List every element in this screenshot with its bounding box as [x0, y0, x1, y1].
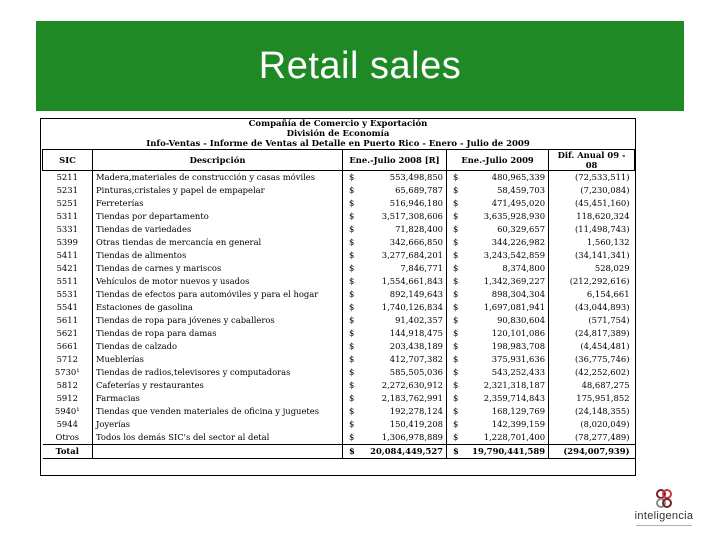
difference-cell: (571,754) — [549, 314, 635, 327]
sales-2008-cell: 516,946,180 — [389, 198, 444, 208]
currency-cell: $ — [343, 184, 357, 197]
sales-2008-cell: 553,498,850 — [357, 171, 447, 185]
sic-cell: 5251 — [56, 198, 78, 208]
currency-cell: $ — [447, 288, 461, 301]
currency-cell: $ — [447, 418, 461, 431]
report-header-company: Compañía de Comercio y Exportación — [248, 119, 428, 129]
currency-cell: $ — [343, 366, 357, 379]
col-header-descripcion: Descripción — [93, 150, 343, 171]
currency-cell: $ — [343, 418, 357, 431]
sales-2009-cell: 1,697,081,941 — [483, 302, 546, 312]
description-cell: Tiendas por departamento — [93, 210, 343, 223]
description-cell: Todos los demás SIC's del sector al detal — [93, 431, 343, 445]
sales-2009-cell: 198,983,708 — [491, 341, 546, 351]
sales-2009-cell: 471,495,020 — [491, 198, 546, 208]
currency-cell: $ — [447, 314, 461, 327]
report-sheet — [40, 118, 636, 476]
description-cell: Madera,materiales de construcción y casas móviles — [93, 171, 343, 185]
sales-2008-cell: 144,918,475 — [389, 328, 444, 338]
difference-cell: (78,277,489) — [549, 431, 635, 445]
table-row — [43, 184, 635, 197]
sales-2009-cell: 3,243,542,859 — [483, 250, 546, 260]
sales-2009-cell: 1,342,369,227 — [483, 276, 546, 286]
sales-2008-cell: 342,666,850 — [389, 237, 444, 247]
table-row — [43, 197, 635, 210]
table-row — [43, 366, 635, 379]
report-header-title: Info-Ventas - Informe de Ventas al Detalle en Puerto Rico - Enero - Julio de 2009 — [146, 139, 530, 149]
table-header-row — [43, 150, 635, 171]
difference-cell: (24,148,355) — [549, 405, 635, 418]
sales-2009-cell: 120,101,086 — [491, 328, 546, 338]
table-row — [43, 249, 635, 262]
sales-2008-cell: 2,183,762,991 — [381, 393, 444, 403]
total-2008: 20,084,449,527 — [357, 445, 447, 459]
description-cell: Tiendas de efectos para automóviles y para el hogar — [93, 288, 343, 301]
sic-cell: Otros — [55, 432, 80, 442]
total-currency-2009: $ — [447, 445, 461, 459]
sales-table — [42, 149, 635, 459]
sic-cell: 5511 — [56, 276, 78, 286]
currency-cell: $ — [343, 262, 357, 275]
sales-2008-cell: 192,278,124 — [389, 406, 444, 416]
sales-2009-cell: 90,830,604 — [497, 315, 546, 325]
difference-cell: (72,533,511) — [549, 171, 635, 185]
sales-2008-cell: 3,517,308,606 — [381, 211, 444, 221]
total-desc — [93, 445, 343, 459]
description-cell: Joyerías — [93, 418, 343, 431]
total-currency-2008: $ — [343, 445, 357, 459]
sales-2009-cell: 142,399,159 — [491, 419, 546, 429]
currency-cell: $ — [447, 392, 461, 405]
sic-cell: 5411 — [56, 250, 78, 260]
currency-cell: $ — [447, 353, 461, 366]
col-header-2008: Ene.-Julio 2008 [R] — [343, 150, 447, 171]
table-row — [43, 301, 635, 314]
sic-cell: 5611 — [56, 315, 78, 325]
difference-cell: (7,230,084) — [549, 184, 635, 197]
currency-cell: $ — [343, 249, 357, 262]
currency-cell: $ — [447, 327, 461, 340]
currency-cell: $ — [447, 236, 461, 249]
table-row — [43, 431, 635, 445]
table-row — [43, 327, 635, 340]
sales-2008-cell: 585,505,036 — [389, 367, 444, 377]
table-body — [43, 171, 635, 445]
sic-cell: 5912 — [56, 393, 78, 403]
difference-cell: (42,252,602) — [549, 366, 635, 379]
description-cell: Vehículos de motor nuevos y usados — [93, 275, 343, 288]
title-banner — [36, 21, 684, 111]
sic-cell: 5541 — [56, 302, 78, 312]
difference-cell: 1,560,132 — [549, 236, 635, 249]
sic-cell: 5730¹ — [54, 367, 80, 377]
description-cell: Farmacias — [93, 392, 343, 405]
currency-cell: $ — [447, 301, 461, 314]
sales-2008-cell: 150,419,208 — [389, 419, 444, 429]
currency-cell: $ — [343, 275, 357, 288]
difference-cell: 528,029 — [549, 262, 635, 275]
table-row — [43, 340, 635, 353]
logo-wordmark: inteligencia — [634, 510, 694, 522]
difference-cell: 118,620,324 — [549, 210, 635, 223]
currency-cell: $ — [343, 197, 357, 210]
description-cell: Cafeterías y restaurantes — [93, 379, 343, 392]
currency-cell: $ — [447, 262, 461, 275]
currency-cell: $ — [447, 340, 461, 353]
sic-cell: 5531 — [56, 289, 78, 299]
sales-2008-cell: 2,272,630,912 — [381, 380, 444, 390]
col-header-dif: Dif. Anual 09 - 08 — [549, 150, 635, 171]
table-row — [43, 288, 635, 301]
description-cell: Tiendas de alimentos — [93, 249, 343, 262]
currency-cell: $ — [447, 366, 461, 379]
sic-cell: 5399 — [56, 237, 78, 247]
sic-cell: 5621 — [56, 328, 78, 338]
table-row — [43, 392, 635, 405]
difference-cell: (34,141,341) — [549, 249, 635, 262]
description-cell: Estaciones de gasolina — [93, 301, 343, 314]
sales-2008-cell: 1,554,661,843 — [381, 276, 444, 286]
sales-2008-cell: 203,438,189 — [389, 341, 444, 351]
table-row — [43, 262, 635, 275]
currency-cell: $ — [343, 340, 357, 353]
sales-2009-cell: 2,359,714,843 — [483, 393, 546, 403]
currency-cell: $ — [343, 392, 357, 405]
difference-cell: (11,498,743) — [549, 223, 635, 236]
sic-cell: 5812 — [56, 380, 78, 390]
sales-2008-cell: 3,277,684,201 — [381, 250, 444, 260]
currency-cell: $ — [343, 314, 357, 327]
currency-cell: $ — [447, 197, 461, 210]
currency-cell: $ — [343, 301, 357, 314]
currency-cell: $ — [343, 288, 357, 301]
table-row — [43, 379, 635, 392]
sales-2009-cell: 375,931,636 — [491, 354, 546, 364]
logo-tagline-mark — [630, 524, 698, 527]
description-cell: Tiendas de ropa para damas — [93, 327, 343, 340]
total-dif: (294,007,939) — [549, 445, 635, 459]
difference-cell: 175,951,852 — [549, 392, 635, 405]
description-cell: Ferreterías — [93, 197, 343, 210]
description-cell: Mueblerías — [93, 353, 343, 366]
sales-2009-cell: 2,321,318,187 — [483, 380, 546, 390]
currency-cell: $ — [447, 184, 461, 197]
table-row — [43, 236, 635, 249]
table-row — [43, 171, 635, 185]
currency-cell: $ — [343, 171, 357, 185]
sic-cell: 5211 — [43, 171, 93, 185]
sic-cell: 5944 — [56, 419, 78, 429]
currency-cell: $ — [343, 431, 357, 445]
sales-2008-cell: 1,740,126,834 — [381, 302, 444, 312]
currency-cell: $ — [447, 249, 461, 262]
difference-cell: (8,020,049) — [549, 418, 635, 431]
sales-2009-cell: 3,635,928,930 — [483, 211, 546, 221]
difference-cell: (4,454,481) — [549, 340, 635, 353]
slide-title: Retail sales — [258, 44, 462, 87]
currency-cell: $ — [447, 210, 461, 223]
sales-2009-cell: 168,129,769 — [491, 406, 546, 416]
logo-mark-icon — [654, 488, 674, 510]
description-cell: Tiendas de calzado — [93, 340, 343, 353]
currency-cell: $ — [343, 223, 357, 236]
description-cell: Tiendas de carnes y mariscos — [93, 262, 343, 275]
currency-cell: $ — [343, 210, 357, 223]
total-2009: 19,790,441,589 — [461, 445, 549, 459]
total-label: Total — [43, 445, 93, 459]
currency-cell: $ — [343, 379, 357, 392]
sales-2008-cell: 91,402,357 — [395, 315, 444, 325]
sales-2009-cell: 543,252,433 — [491, 367, 546, 377]
difference-cell: (212,292,616) — [549, 275, 635, 288]
currency-cell: $ — [343, 353, 357, 366]
sales-2009-cell: 1,228,701,400 — [483, 432, 546, 442]
sic-cell: 5421 — [56, 263, 78, 273]
sales-2009-cell: 8,374,800 — [502, 263, 546, 273]
sic-cell: 5712 — [56, 354, 78, 364]
table-row — [43, 210, 635, 223]
difference-cell: 6,154,661 — [549, 288, 635, 301]
description-cell: Tiendas de ropa para jóvenes y caballeros — [93, 314, 343, 327]
sales-2009-cell: 60,329,657 — [497, 224, 546, 234]
currency-cell: $ — [447, 431, 461, 445]
sales-2008-cell: 892,149,643 — [389, 289, 444, 299]
sales-2008-cell: 65,689,787 — [395, 185, 444, 195]
currency-cell: $ — [343, 327, 357, 340]
currency-cell: $ — [447, 223, 461, 236]
description-cell: Pinturas,cristales y papel de empapelar — [93, 184, 343, 197]
difference-cell: (36,775,746) — [549, 353, 635, 366]
sales-2009-cell: 58,459,703 — [497, 185, 546, 195]
col-header-2009: Ene.-Julio 2009 — [447, 150, 549, 171]
inteligencia-logo — [628, 488, 700, 532]
sic-cell: 5231 — [56, 185, 78, 195]
sales-2008-cell: 71,828,400 — [395, 224, 444, 234]
currency-cell: $ — [447, 275, 461, 288]
currency-cell: $ — [343, 236, 357, 249]
difference-cell: 48,687,275 — [549, 379, 635, 392]
table-row — [43, 418, 635, 431]
report-header — [41, 119, 635, 149]
currency-cell: $ — [447, 379, 461, 392]
sic-cell: 5311 — [56, 211, 78, 221]
total-row — [43, 445, 635, 459]
sales-2009-cell: 344,226,982 — [491, 237, 546, 247]
currency-cell: $ — [447, 405, 461, 418]
sic-cell: 5331 — [56, 224, 78, 234]
sales-2008-cell: 1,306,978,889 — [381, 432, 444, 442]
sales-2008-cell: 412,707,382 — [389, 354, 444, 364]
difference-cell: (43,044,893) — [549, 301, 635, 314]
sales-2008-cell: 7,846,771 — [400, 263, 444, 273]
description-cell: Otras tiendas de mercancía en general — [93, 236, 343, 249]
table-row — [43, 405, 635, 418]
difference-cell: (24,817,389) — [549, 327, 635, 340]
sales-2009-cell: 898,304,304 — [491, 289, 546, 299]
description-cell: Tiendas que venden materiales de oficina y juguetes — [93, 405, 343, 418]
col-header-sic: SIC — [43, 150, 93, 171]
table-row — [43, 223, 635, 236]
currency-cell: $ — [343, 405, 357, 418]
table-row — [43, 275, 635, 288]
difference-cell: (45,451,160) — [549, 197, 635, 210]
report-header-division: División de Economía — [286, 129, 390, 139]
sic-cell: 5661 — [56, 341, 78, 351]
sic-cell: 5940¹ — [54, 406, 80, 416]
table-row — [43, 314, 635, 327]
description-cell: Tiendas de variedades — [93, 223, 343, 236]
table-row — [43, 353, 635, 366]
sales-2009-cell: 480,965,339 — [461, 171, 549, 185]
currency-cell: $ — [447, 171, 461, 185]
description-cell: Tiendas de radios,televisores y computadoras — [93, 366, 343, 379]
